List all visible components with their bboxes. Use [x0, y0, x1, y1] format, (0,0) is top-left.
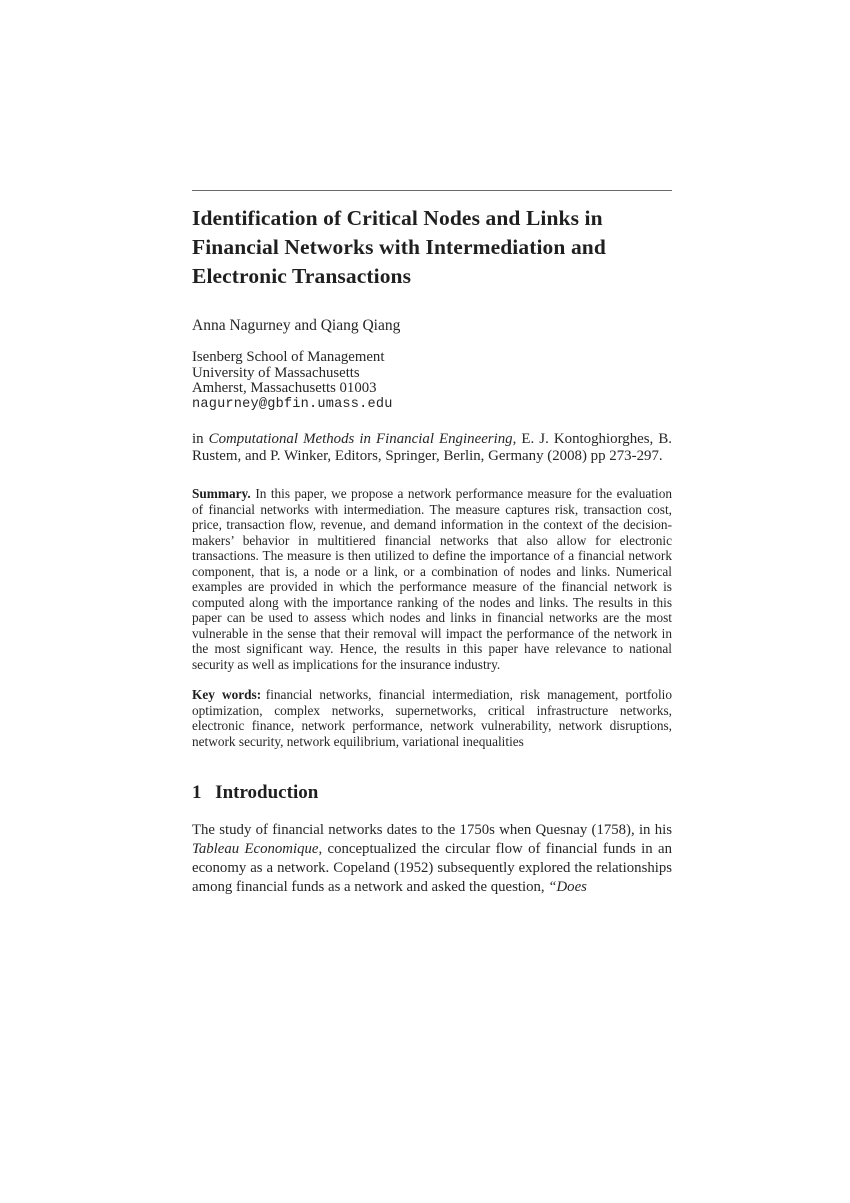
section-1-heading: [192, 782, 672, 804]
publication-info-prefix: in: [192, 431, 209, 448]
authors: Anna Nagurney and Qiang Qiang: [192, 317, 401, 334]
keywords-label: Key words:: [192, 687, 262, 703]
keywords-text: financial networks, financial intermediation, risk management, portfolio optimization, complex networks, supernetworks, critical infrastructure networks, electronic finance, network performance, network vulnerability, network disruptions, network security, network equilibrium, variational inequalities: [192, 687, 672, 749]
section-title: Introduction: [215, 782, 319, 804]
paper-content-column: [192, 0, 672, 897]
paper-title-line-1: Identification of Critical Nodes and Links in: [192, 206, 603, 230]
summary-label: Summary.: [192, 486, 251, 502]
paper-title-line-2: Financial Networks with Intermediation and: [192, 235, 606, 259]
affiliation-line: Amherst, Massachusetts 01003: [192, 380, 377, 397]
intro-italic-term: Tableau Economique: [192, 841, 319, 858]
intro-paragraph: [192, 821, 672, 897]
publication-venue: Computational Methods in Financial Engineering: [208, 431, 513, 448]
affiliation-line: University of Massachusetts: [192, 364, 360, 381]
section-number: 1: [192, 782, 202, 804]
affiliation-line: Isenberg School of Management: [192, 349, 385, 365]
affiliation-block: [192, 350, 672, 412]
author-email: nagurney@gbfin.umass.edu: [192, 396, 393, 412]
summary-text: In this paper, we propose a network performance measure for the evaluation of financial networks with intermediation. The measure captures risk, transaction cost, price, transaction flow, revenue, and demand information in the context of the decision-makers’ behavior in multitiered financial networks that also allow for electronic transactions. The measure is then utilized to define the importance of a financial network component, that is, a node or a link, or a combination of nodes and links. Numerical examples are provided in which the performance measure of the financial network is computed along with the importance ranking of the nodes and links. The results in this paper can be used to assess which nodes and links in financial networks are the most vulnerable in the sense that their removal will impact the performance of the network in the most significant way. Hence, the results in this paper have relevance to national security as well as implications for the insurance industry.: [192, 486, 672, 672]
keywords-paragraph: [192, 687, 672, 749]
intro-segment: , conceptualized the circular flow of financial funds in an economy as a network. Copeland (1952) subsequently explored the relationships among financial funds as a network and asked the question,: [192, 841, 673, 896]
summary-paragraph: [192, 486, 672, 672]
paper-title-line-3: Electronic Transactions: [192, 264, 412, 288]
publication-info: [192, 431, 672, 465]
top-rule: [192, 190, 672, 191]
publication-info-suffix: , E. J. Kontoghiorghes, B. Rustem, and P. Winker, Editors, Springer, Berlin, Germany (2008) pp 273-297.: [192, 431, 672, 465]
intro-segment: The study of financial networks dates to the 1750s when Quesnay (1758), in his: [192, 822, 672, 839]
intro-italic-quote: “Does: [548, 879, 587, 896]
paper-title: [192, 204, 672, 291]
